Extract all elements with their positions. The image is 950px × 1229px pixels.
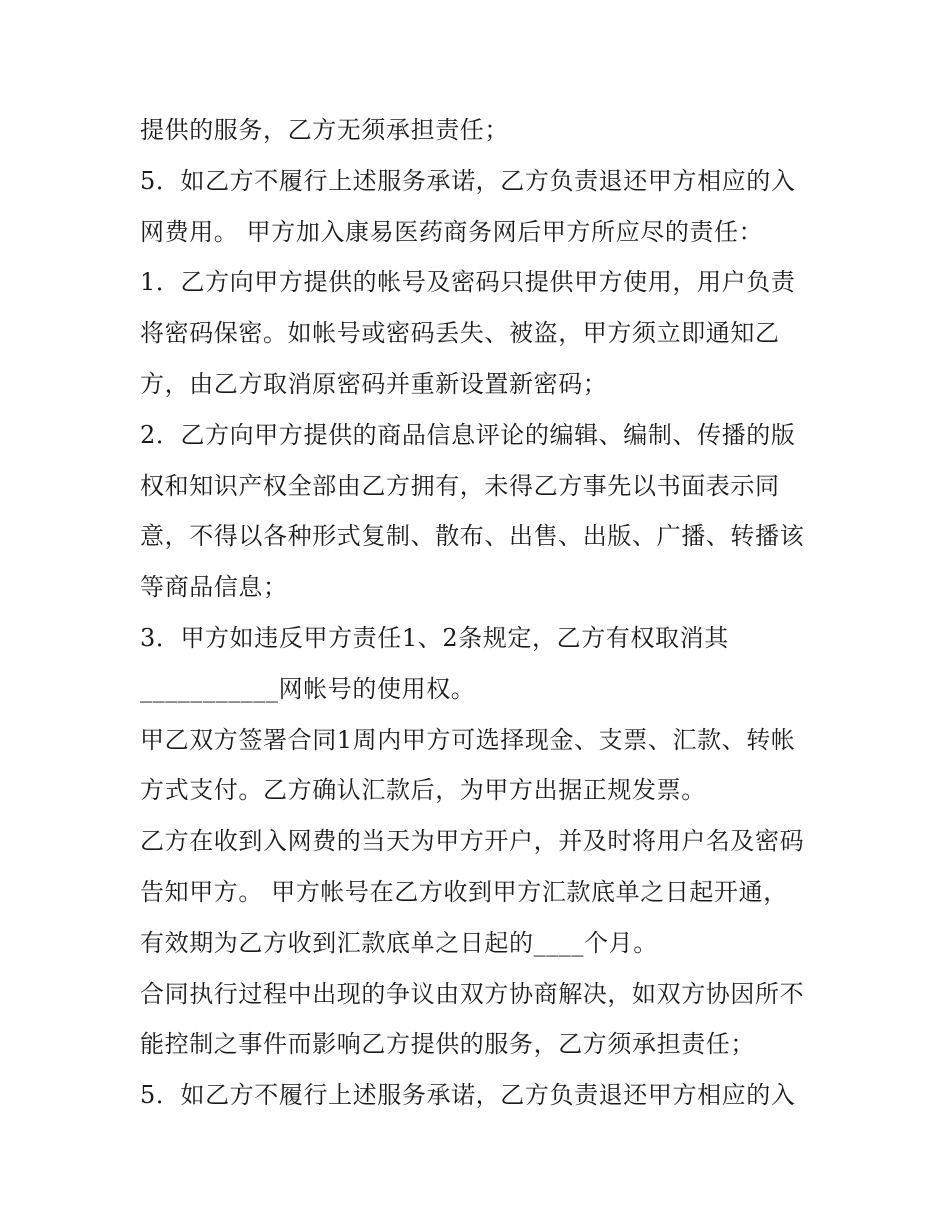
text-line: 有效期为乙方收到汇款底单之日起的____个月。 <box>140 928 658 957</box>
text-line: 提供的服务，乙方无须承担责任； <box>140 116 509 144</box>
text-line: 合同执行过程中出现的争议由双方协商解决，如双方协因所不 <box>140 979 805 1008</box>
text-line: 乙方在收到入网费的当天为甲方开户，并及时将用户名及密码 <box>140 827 805 856</box>
text-line: 方式支付。乙方确认汇款后，为甲方出据正规发票。 <box>140 776 706 805</box>
text-line: 方，由乙方取消原密码并重新设置新密码； <box>140 369 608 398</box>
text-line: 能控制之事件而影响乙方提供的服务，乙方须承担责任； <box>140 1030 755 1059</box>
text-line: 5．如乙方不履行上述服务承诺，乙方负责退还甲方相应的入 <box>140 1081 796 1110</box>
text-line: 甲乙双方签署合同1周内甲方可选择现金、支票、汇款、转帐 <box>140 725 796 754</box>
contract-text-body <box>140 105 830 1121</box>
text-line: ___________网帐号的使用权。 <box>140 674 476 703</box>
text-line: 5．如乙方不履行上述服务承诺，乙方负责退还甲方相应的入 <box>140 166 796 195</box>
text-line: 权和知识产权全部由乙方拥有，未得乙方事先以书面表示同 <box>140 471 780 500</box>
text-line: 网费用。 甲方加入康易医药商务网后甲方所应尽的责任： <box>140 217 764 246</box>
text-line: 告知甲方。 甲方帐号在乙方收到甲方汇款底单之日起开通， <box>140 877 788 906</box>
text-line: 3．甲方如违反甲方责任1、2条规定，乙方有权取消其 <box>140 623 729 652</box>
text-line: 2．乙方向甲方提供的商品信息评论的编辑、编制、传播的版 <box>140 420 796 449</box>
text-line: 等商品信息； <box>140 573 288 602</box>
text-line: 1．乙方向甲方提供的帐号及密码只提供甲方使用，用户负责 <box>140 268 796 297</box>
text-line: 将密码保密。如帐号或密码丢失、被盗，甲方须立即通知乙 <box>140 319 780 348</box>
text-line: 意，不得以各种形式复制、散布、出售、出版、广播、转播该 <box>140 522 805 551</box>
